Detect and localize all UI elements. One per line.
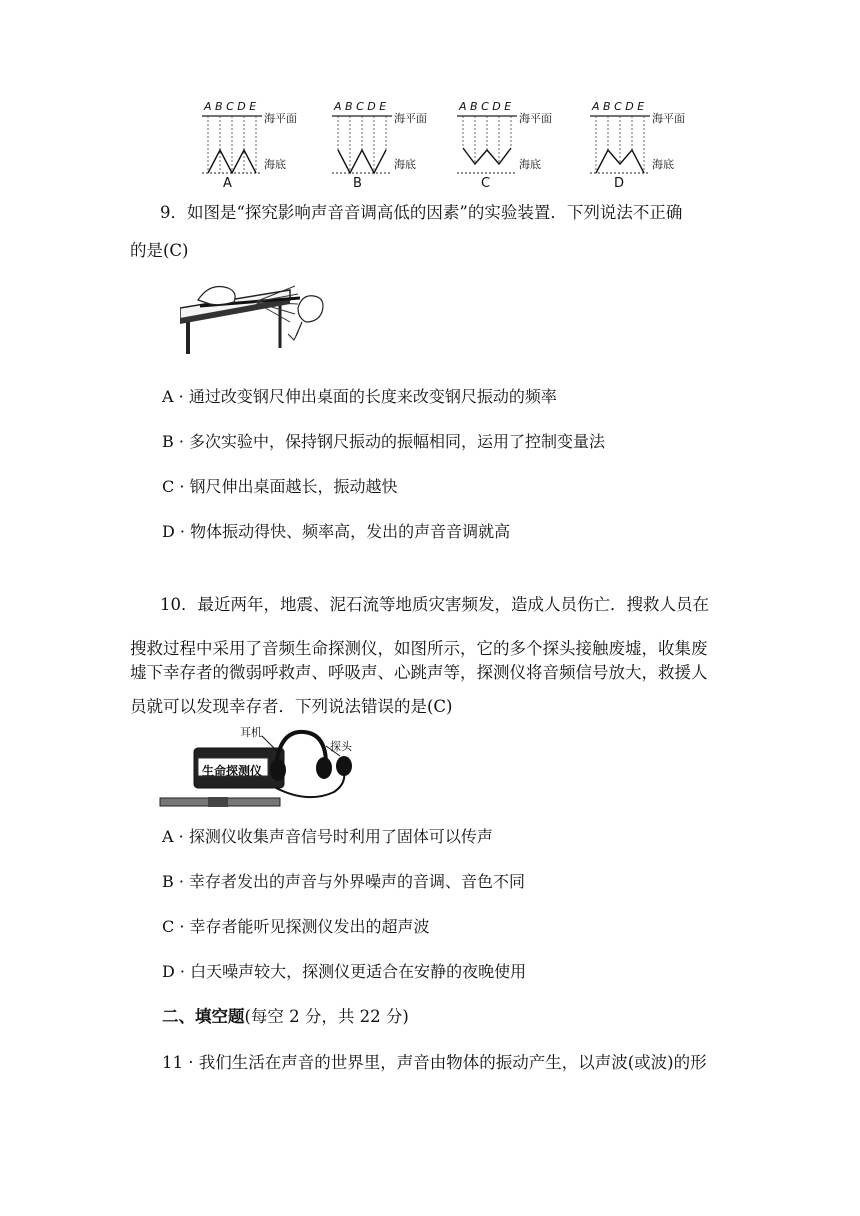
q9-option-b: B · 多次实验中，保持钢尺振动的振幅相同，运用了控制变量法 — [162, 432, 606, 451]
section-title: 二、填空题 — [162, 1007, 245, 1026]
q10-stem-line1: 10．最近两年，地震、泥石流等地质灾害频发，造成人员伤亡．搜救人员在 — [160, 595, 709, 614]
probe-label: 探头 — [330, 740, 352, 753]
q9-option-c: C · 钢尺伸出桌面越长，振动越快 — [162, 477, 398, 496]
q10-stem-line3: 墟下幸存者的微弱呼救声、呼吸声、心跳声等，探测仪将音频信号放大，救援人 — [130, 663, 708, 682]
life-detector-figure — [158, 722, 358, 812]
q10-stem-line2: 搜救过程中采用了音频生命探测仪，如图所示，它的多个探头接触废墟，收集废 — [130, 639, 708, 658]
q9-option-d: D · 物体振动得快、频率高，发出的声音音调就高 — [162, 522, 511, 541]
section-heading — [162, 1006, 409, 1028]
headphone-label: 耳机 — [240, 726, 262, 739]
q10-stem-line4: 员就可以发现幸存者．下列说法错误的是(C) — [130, 697, 453, 716]
q11-stem-line1: 11 · 我们生活在声音的世界里，声音由物体的振动产生，以声波(或波)的形 — [162, 1053, 707, 1072]
q10-option-b: B · 幸存者发出的声音与外界噪声的音调、音色不同 — [162, 872, 526, 891]
q9-stem-line1: 9．如图是“探究影响声音音调高低的因素”的实验装置．下列说法不正确 — [160, 203, 683, 222]
q9-option-a: A · 通过改变钢尺伸出桌面的长度来改变钢尺振动的频率 — [162, 387, 557, 406]
panel-a-label: A — [223, 176, 232, 191]
q9-stem-line2: 的是(C) — [130, 241, 189, 260]
ruler-experiment-figure — [180, 278, 335, 356]
panel-b-seabed: 海底 — [394, 158, 416, 171]
q10-option-a: A · 探测仪收集声音信号时利用了固体可以传声 — [162, 827, 493, 846]
q10-option-d: D · 白天噪声较大，探测仪更适合在安静的夜晚使用 — [162, 962, 527, 981]
q10-option-c: C · 幸存者能听见探测仪发出的超声波 — [162, 917, 430, 936]
seabed-figure — [190, 98, 710, 194]
section-note: (每空 2 分，共 22 分) — [244, 1007, 409, 1026]
panel-a-seabed: 海底 — [264, 158, 286, 171]
panel-d-label: D — [614, 176, 625, 191]
panel-c-label: C — [481, 176, 491, 191]
device-label: 生命探测仪 — [202, 764, 263, 778]
panel-b-label: B — [353, 176, 362, 191]
panel-a-columns: A B C D E — [204, 100, 257, 113]
panel-d-seabed: 海底 — [652, 158, 674, 171]
panel-c-columns: A B C D E — [459, 100, 512, 113]
panel-c-seabed: 海底 — [519, 158, 541, 171]
panel-a-sea-level: 海平面 — [264, 112, 297, 125]
panel-d-sea-level: 海平面 — [652, 112, 685, 125]
panel-c-sea-level: 海平面 — [519, 112, 552, 125]
panel-b-columns: A B C D E — [334, 100, 387, 113]
panel-b-sea-level: 海平面 — [394, 112, 427, 125]
panel-d-columns: A B C D E — [592, 100, 645, 113]
